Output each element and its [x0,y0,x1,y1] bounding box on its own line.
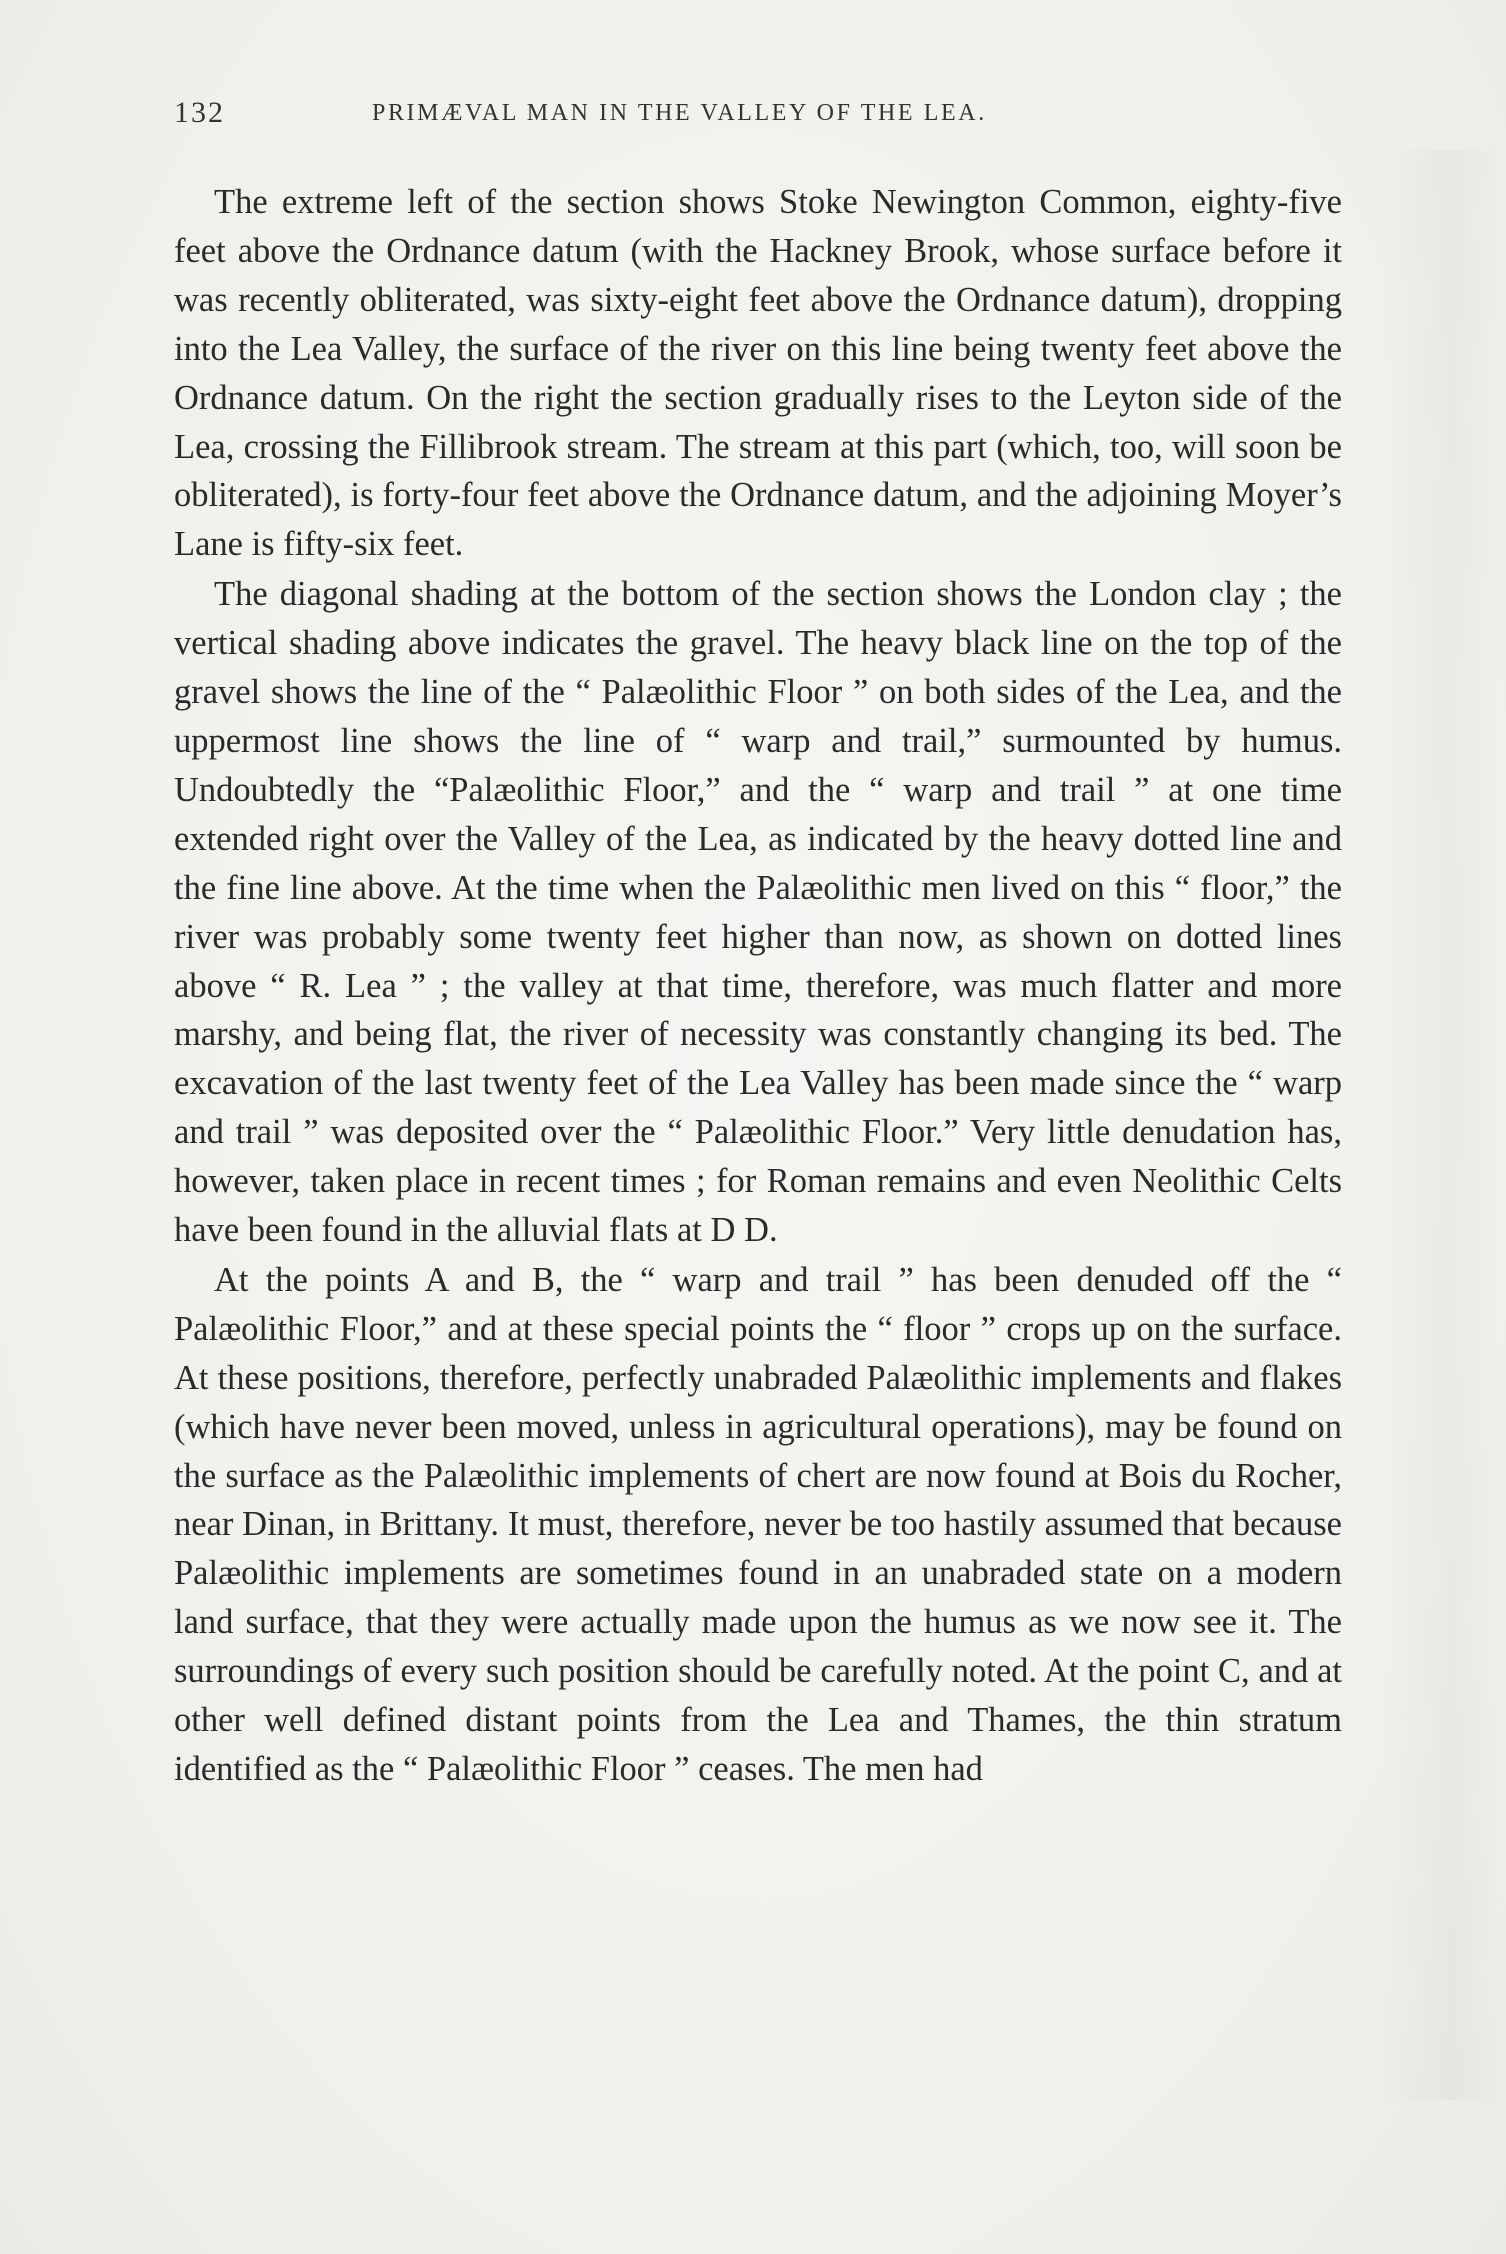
body-text [174,178,1342,1794]
running-head: PRIMÆVAL MAN IN THE VALLEY OF THE LEA. [372,100,987,126]
paragraph: The extreme left of the section shows Stoke Newington Common, eighty-five feet above the Ordnance datum (with the Hackney Brook, whose surface before it was recently obliterated, was sixty-eight feet above the Ordnance datum), dropping into the Lea Valley, the surface of the river on this line being twenty feet above the Ordnance datum. On the right the section gradually rises to the Leyton side of the Lea, crossing the Fillibrook stream. The stream at this part (which, too, will soon be obliterated), is forty-four feet above the Ordnance datum, and the adjoining Moyer’s Lane is fifty-six feet. [174,183,1342,564]
paragraph: At the points A and B, the “ warp and trail ” has been denuded off the “ Palæolithic Floor,” and at these special points the “ floor ” crops up on the surface. At these positions, therefore, perfectly unabraded Palæolithic implements and flakes (which have never been moved, unless in agricultural operations), may be found on the surface as the Palæolithic implements of chert are now found at Bois du Rocher, near Dinan, in Brittany. It must, therefore, never be too hastily assumed that because Palæolithic implements are sometimes found in an unabraded state on a modern land surface, that they were actually made upon the humus as we now see it. The surroundings of every such position should be carefully noted. At the point C, and at other well defined distant points from the Lea and Thames, the thin stratum identified as the “ Palæolithic Floor ” ceases. The men had [174,1260,1342,1788]
page-header [174,96,1344,140]
show-through-shadow [1380,150,1500,2100]
page-number: 132 [174,96,225,129]
paragraph: The diagonal shading at the bottom of the section shows the London clay ; the vertical shading above indicates the gravel. The heavy black line on the top of the gravel shows the line of the “ Palæolithic Floor ” on both sides of the Lea, and the uppermost line shows the line of “ warp and trail,” surmounted by humus. Undoubtedly the “Palæolithic Floor,” and the “ warp and trail ” at one time extended right over the Valley of the Lea, as indicated by the heavy dotted line and the fine line above. At the time when the Palæolithic men lived on this “ floor,” the river was probably some twenty feet higher than now, as shown on dotted lines above “ R. Lea ” ; the valley at that time, therefore, was much flatter and more marshy, and being flat, the river of necessity was constantly changing its bed. The excavation of the last twenty feet of the Lea Valley has been made since the “ warp and trail ” was deposited over the “ Palæolithic Floor.” Very little denudation has, however, taken place in recent times ; for Roman remains and even Neolithic Celts have been found in the alluvial flats at D D. [174,575,1342,1250]
